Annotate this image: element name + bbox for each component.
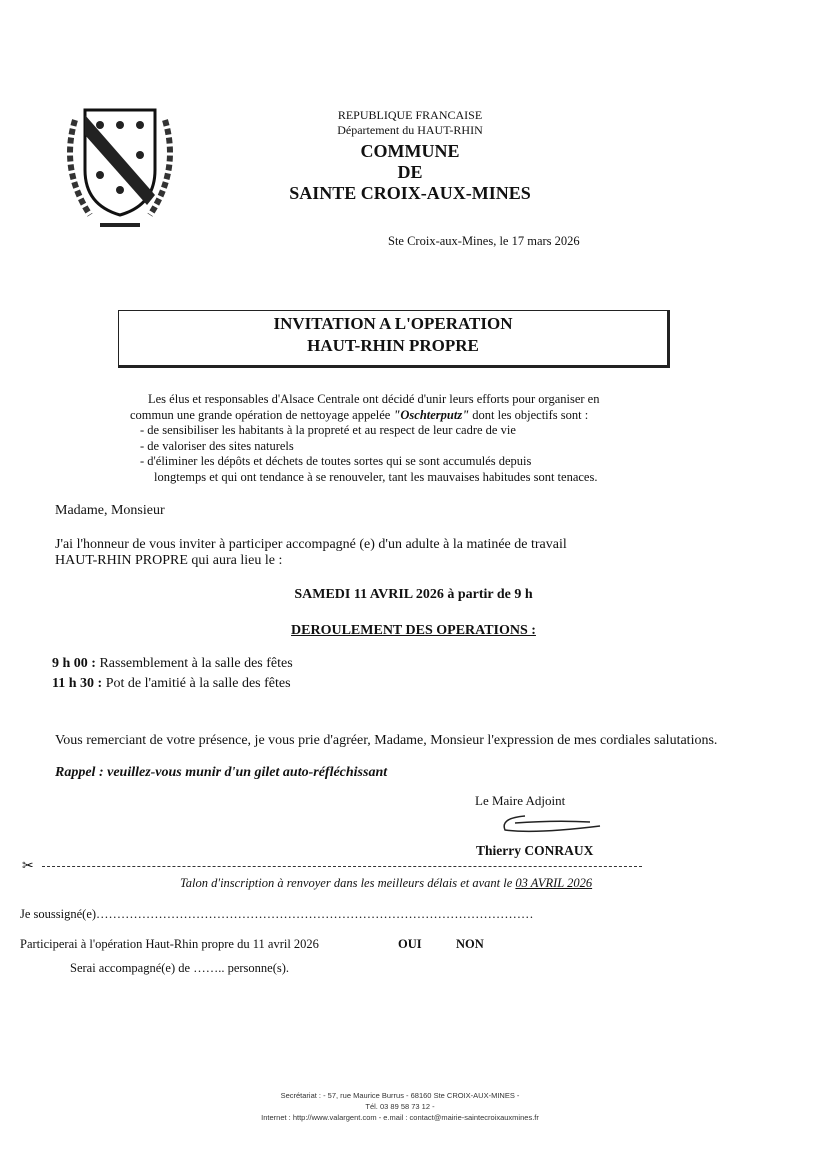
scissors-icon: ✂ — [22, 859, 34, 874]
intro-line: Les élus et responsables d'Alsace Centrale ont décidé d'unir leurs efforts pour organiser en — [148, 392, 600, 406]
accompanied-field[interactable]: Serai accompagné(e) de …….. personne(s). — [70, 961, 290, 975]
objective-item: - d'éliminer les dépôts et déchets de toutes sortes qui se sont accumulés depuis — [140, 454, 532, 468]
salutation: Madame, Monsieur — [55, 503, 165, 518]
undersigned-field[interactable]: Je soussigné(e)…………………………………………………………………………………………… — [20, 907, 534, 921]
objective-item: - de valoriser des sites naturels — [140, 438, 294, 453]
footer-phone: Tél. 03 89 58 73 12 - — [365, 1102, 435, 1111]
invitation-line-1: J'ai l'honneur de vous inviter à participer accompagné (e) d'un adulte à la matinée de travail — [55, 537, 567, 552]
objective-item: longtemps et qui ont tendance à se renouveler, tant les mauvaises habitudes sont tenaces. — [154, 469, 598, 484]
signatory-name: Thierry CONRAUX — [476, 843, 594, 858]
footer-web: Internet : http://www.valargent.com - e.mail : contact@mairie-saintecroixauxmines.fr — [261, 1113, 539, 1122]
title-line-1: INVITATION A L'OPERATION — [273, 314, 513, 333]
date-line: Ste Croix-aux-Mines, le 17 mars 2026 — [388, 234, 580, 248]
operation-item: 9 h 00 : Rassemblement à la salle des fêtes — [52, 656, 293, 671]
event-date: SAMEDI 11 AVRIL 2026 à partir de 9 h — [294, 587, 533, 602]
handwritten-signature — [495, 808, 605, 838]
operation-name: "Oschterputz" — [393, 407, 470, 422]
title-box — [118, 310, 670, 368]
closing-text: Vous remerciant de votre présence, je vous prie d'agréer, Madame, Monsieur l'expression de mes cordiales salutations. — [55, 733, 718, 748]
de-label: DE — [397, 162, 423, 182]
cut-line — [42, 866, 642, 867]
yes-option[interactable]: OUI — [398, 937, 422, 951]
slip-instruction: Talon d'inscription à renvoyer dans les meilleurs délais et avant le 03 AVRIL 2026 — [180, 876, 593, 890]
town-name: SAINTE CROIX-AUX-MINES — [289, 183, 531, 203]
title-line-2: HAUT-RHIN PROPRE — [307, 336, 479, 355]
republic-label: REPUBLIQUE FRANCAISE — [337, 108, 483, 122]
coat-of-arms-logo — [55, 100, 185, 235]
operation-item: 11 h 30 : Pot de l'amitié à la salle des fêtes — [52, 676, 291, 691]
reminder: Rappel : veuillez-vous munir d'un gilet auto-réfléchissant — [55, 765, 388, 780]
intro-paragraph — [130, 392, 670, 485]
participation-line: Participerai à l'opération Haut-Rhin propre du 11 avril 2026 — [20, 937, 319, 951]
department-label: Département du HAUT-RHIN — [337, 123, 483, 137]
intro-line: commun une grande opération de nettoyage appelée "Oschterputz" dont les objectifs sont : — [130, 407, 589, 422]
signatory-role: Le Maire Adjoint — [475, 793, 566, 808]
operations-title: DEROULEMENT DES OPERATIONS : — [291, 623, 536, 638]
footer-address: Secrétariat : - 57, rue Maurice Burrus - 68160 Ste CROIX-AUX-MINES - — [280, 1091, 520, 1100]
no-option[interactable]: NON — [456, 937, 484, 951]
objective-item: - de sensibiliser les habitants à la propreté et au respect de leur cadre de vie — [140, 423, 516, 437]
invitation-line-2: HAUT-RHIN PROPRE qui aura lieu le : — [55, 553, 283, 568]
commune-label: COMMUNE — [360, 141, 460, 161]
